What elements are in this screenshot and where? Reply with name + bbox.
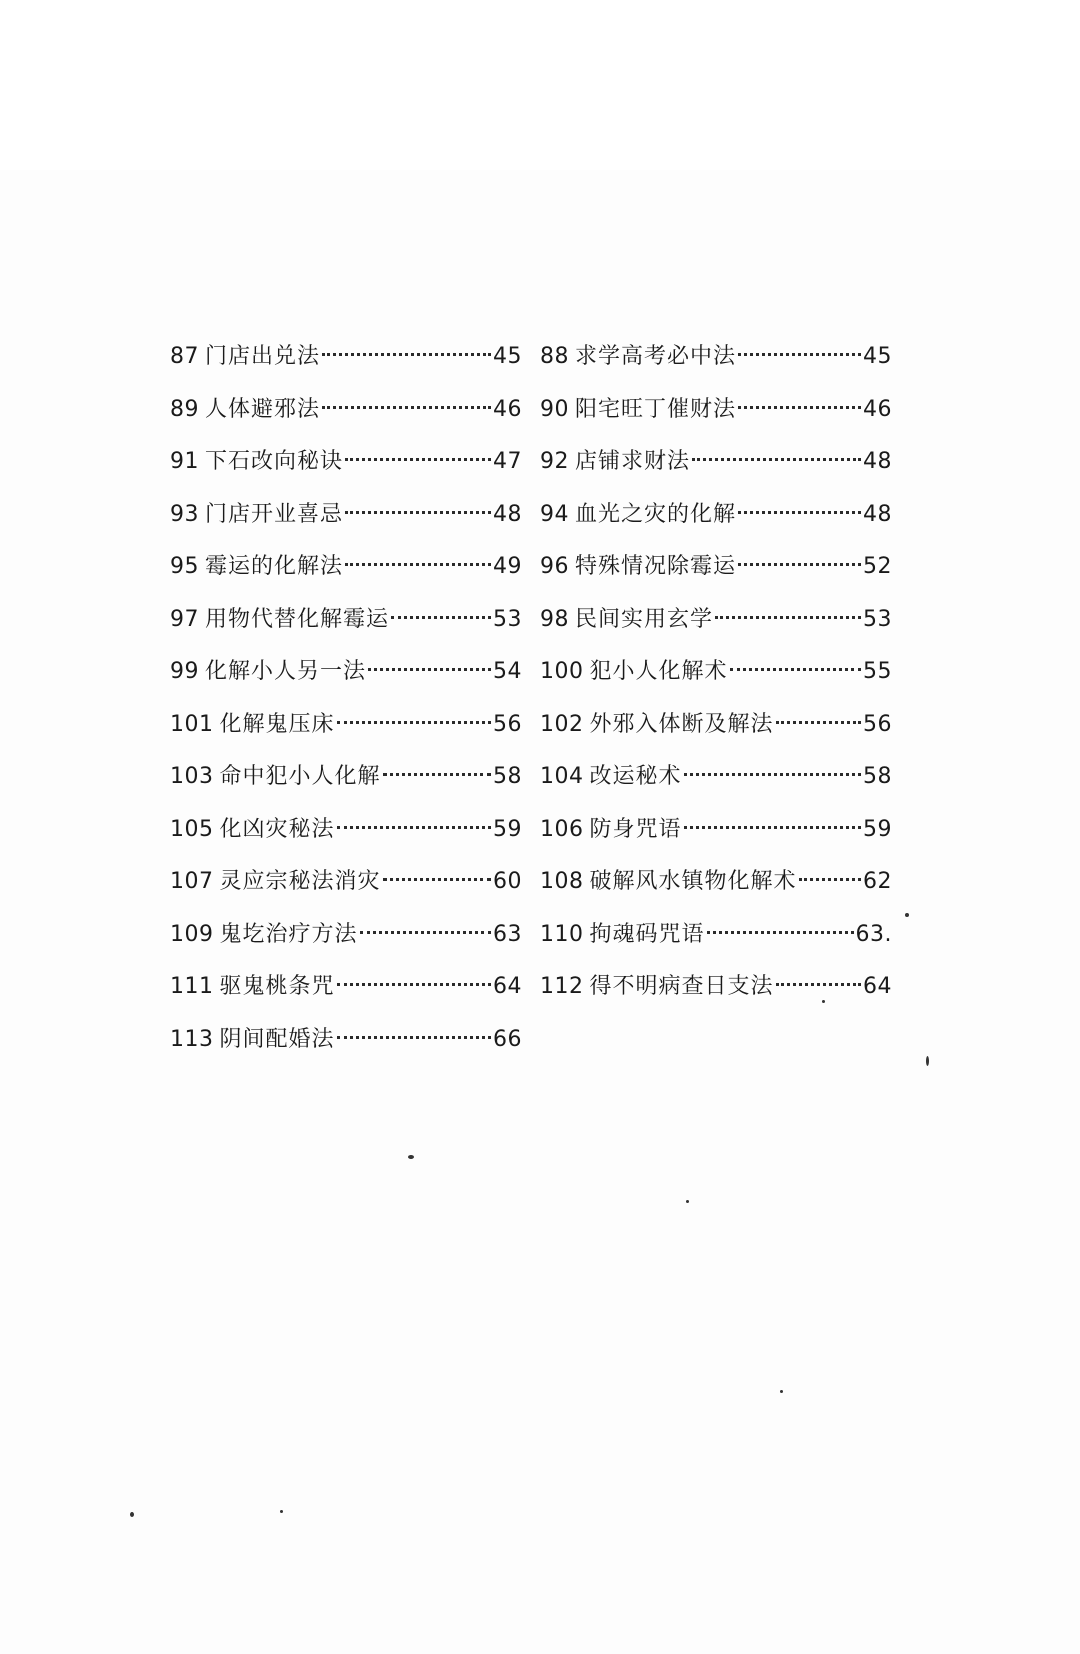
dot-leader [715, 616, 861, 619]
entry-title: 驱鬼桃条咒 [219, 974, 335, 999]
toc-entry [540, 865, 892, 899]
dot-leader [322, 406, 491, 409]
entry-number: 113 [170, 1026, 214, 1052]
scan-speck [408, 1155, 414, 1159]
entry-number: 91 [170, 449, 199, 474]
toc-entry [540, 760, 892, 794]
entry-number: 104 [540, 764, 584, 789]
entry-number: 99 [170, 659, 199, 684]
entry-title: 店铺求财法 [575, 449, 691, 474]
toc-entry [540, 970, 892, 1004]
entry-title: 得不明病查日支法 [589, 974, 774, 999]
entry-page-number: 60 [493, 869, 522, 894]
entry-page-number: 63 [493, 921, 522, 947]
entry-number: 88 [540, 344, 569, 369]
entry-title: 阴间配婚法 [219, 1026, 335, 1052]
toc-entry [170, 865, 522, 899]
toc-entry [170, 445, 522, 479]
entry-page-number: 46 [493, 396, 522, 422]
dot-leader [738, 406, 861, 409]
dot-leader [730, 668, 861, 671]
entry-page-number: 52 [863, 554, 892, 579]
entry-number: 98 [540, 606, 569, 632]
dot-leader [345, 563, 491, 566]
dot-leader [391, 616, 491, 619]
scan-speck [686, 1200, 689, 1203]
entry-title: 改运秘术 [589, 764, 682, 789]
entry-page-number: 58 [493, 764, 522, 789]
toc-entry [540, 655, 892, 689]
entry-page-number: 53 [493, 606, 522, 632]
entry-page-number: 64 [863, 974, 892, 999]
entry-page-number: 56 [493, 711, 522, 737]
toc-entry [170, 760, 522, 794]
entry-title: 求学高考必中法 [575, 344, 737, 369]
dot-leader [738, 563, 861, 566]
entry-number: 97 [170, 606, 199, 632]
entry-title: 门店开业喜忌 [205, 501, 344, 527]
dot-leader [345, 511, 491, 514]
entry-page-number: 66 [493, 1026, 522, 1052]
entry-number: 89 [170, 396, 199, 422]
entry-title: 鬼圪治疗方法 [219, 921, 358, 947]
scan-speck [130, 1512, 134, 1517]
toc-entry [170, 340, 522, 374]
entry-number: 102 [540, 711, 584, 737]
toc-entry [170, 970, 522, 1004]
entry-title: 下石改向秘诀 [205, 449, 344, 474]
entry-page-number: 64 [493, 974, 522, 999]
entry-title: 血光之灾的化解 [575, 501, 737, 527]
entry-title: 民间实用玄学 [575, 606, 714, 632]
toc-entry [540, 498, 892, 532]
scan-speck [280, 1510, 283, 1513]
dot-leader [337, 826, 491, 829]
toc-entry [540, 393, 892, 427]
dot-leader [692, 458, 861, 461]
entry-title: 用物代替化解霉运 [205, 606, 390, 632]
entry-page-number: 48 [493, 501, 522, 527]
entry-page-number: 56 [863, 711, 892, 737]
entry-page-number: 48 [863, 449, 892, 474]
toc-entry [170, 550, 522, 584]
toc-entry [170, 1023, 522, 1057]
entry-title: 化凶灾秘法 [219, 816, 335, 842]
entry-number: 111 [170, 974, 214, 999]
toc-entry [170, 813, 522, 847]
entry-page-number: 46 [863, 396, 892, 422]
entry-number: 96 [540, 554, 569, 579]
scan-speck [780, 1390, 783, 1393]
entry-number: 112 [540, 974, 584, 999]
dot-leader [776, 721, 861, 724]
entry-number: 106 [540, 816, 584, 842]
entry-number: 108 [540, 869, 584, 894]
toc-entry [170, 655, 522, 689]
toc-entry [540, 340, 892, 374]
dot-leader [345, 458, 491, 461]
entry-page-number: 45 [863, 344, 892, 369]
entry-page-number: 53 [863, 606, 892, 632]
dot-leader [337, 983, 491, 986]
dot-leader [738, 353, 861, 356]
entry-number: 107 [170, 869, 214, 894]
entry-title: 门店出兑法 [205, 344, 321, 369]
entry-page-number: 58 [863, 764, 892, 789]
entry-page-number: 59 [863, 816, 892, 842]
dot-leader [684, 826, 861, 829]
entry-title: 拘魂码咒语 [589, 921, 705, 947]
table-of-contents [170, 340, 892, 1057]
dot-leader [383, 878, 491, 881]
toc-entry [170, 918, 522, 952]
scan-speck [822, 1000, 825, 1003]
entry-title: 化解小人另一法 [205, 659, 367, 684]
dot-leader [684, 773, 861, 776]
entry-page-number: 45 [493, 344, 522, 369]
entry-title: 犯小人化解术 [589, 659, 728, 684]
scan-speck [926, 1056, 929, 1066]
entry-title: 外邪入体断及解法 [589, 711, 774, 737]
entry-page-number: 59 [493, 816, 522, 842]
entry-title: 阳宅旺丁催财法 [575, 396, 737, 422]
dot-leader [322, 353, 491, 356]
entry-title: 特殊情况除霉运 [575, 554, 737, 579]
entry-number: 110 [540, 921, 584, 947]
toc-entry [540, 918, 892, 952]
entry-number: 101 [170, 711, 214, 737]
dot-leader [776, 983, 861, 986]
entry-number: 87 [170, 344, 199, 369]
entry-number: 90 [540, 396, 569, 422]
entry-title: 命中犯小人化解 [219, 764, 381, 789]
entry-number: 100 [540, 659, 584, 684]
toc-entry [540, 708, 892, 742]
entry-number: 109 [170, 921, 214, 947]
toc-entry [540, 550, 892, 584]
entry-page-number: 62 [863, 869, 892, 894]
dot-leader [738, 511, 861, 514]
entry-number: 94 [540, 501, 569, 527]
entry-number: 105 [170, 816, 214, 842]
toc-entry [170, 603, 522, 637]
entry-number: 95 [170, 554, 199, 579]
entry-title: 破解风水镇物化解术 [589, 869, 797, 894]
toc-entry [170, 393, 522, 427]
entry-number: 92 [540, 449, 569, 474]
entry-number: 93 [170, 501, 199, 527]
entry-page-number: 55 [863, 659, 892, 684]
toc-entry [540, 1023, 892, 1057]
entry-page-number: 47 [493, 449, 522, 474]
entry-page-number: 54 [493, 659, 522, 684]
entry-number: 103 [170, 764, 214, 789]
entry-title: 霉运的化解法 [205, 554, 344, 579]
toc-entry [170, 498, 522, 532]
dot-leader [383, 773, 491, 776]
dot-leader [337, 721, 491, 724]
entry-title: 化解鬼压床 [219, 711, 335, 737]
dot-leader [337, 1036, 491, 1039]
dot-leader [360, 931, 491, 934]
dot-leader [368, 668, 491, 671]
entry-page-number: 48 [863, 501, 892, 527]
entry-title: 防身咒语 [589, 816, 682, 842]
toc-entry [540, 813, 892, 847]
dot-leader [707, 931, 854, 934]
toc-entry [540, 603, 892, 637]
entry-title: 灵应宗秘法消灾 [219, 869, 381, 894]
toc-entry [540, 445, 892, 479]
entry-title: 人体避邪法 [205, 396, 321, 422]
toc-entry [170, 708, 522, 742]
entry-page-number: 63. [855, 921, 892, 947]
dot-leader [799, 878, 861, 881]
scan-speck [905, 913, 909, 917]
entry-page-number: 49 [493, 554, 522, 579]
